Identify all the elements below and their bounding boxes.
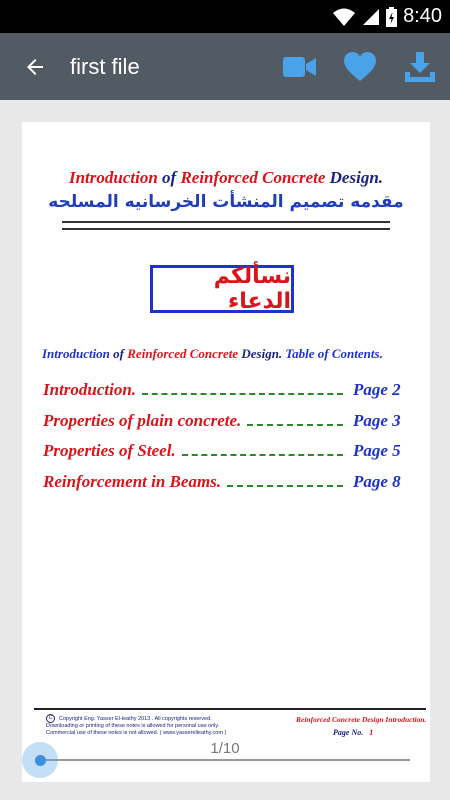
toc-entry: Reinforcement in Beams. — [43, 471, 222, 491]
toc-entry: Introduction. — [43, 380, 137, 400]
toc-row — [43, 375, 413, 406]
heart-icon — [344, 52, 376, 82]
title-part: Introduction — [68, 168, 158, 187]
video-camera-icon — [283, 55, 317, 79]
status-time: 8:40 — [403, 5, 442, 27]
status-icons — [332, 0, 442, 33]
page-seek-bar[interactable] — [40, 759, 410, 761]
toc-heading — [42, 346, 430, 362]
app-bar — [0, 33, 450, 100]
title-part: Reinforced Concrete — [180, 168, 326, 187]
title-part: of — [162, 168, 177, 187]
title-part: Design. — [329, 168, 384, 187]
toc-row — [43, 406, 413, 437]
arabic-title: مقدمه تصميم المنشأت الخرسانيه المسلحه — [48, 192, 404, 212]
toc-leader — [182, 454, 343, 456]
toc-page: Page 5 — [353, 441, 401, 461]
toc-page: Page 3 — [353, 410, 401, 430]
toc-entry: Properties of Steel. — [43, 441, 176, 461]
download-icon — [405, 52, 435, 82]
toc-heading-part: Reinforced Concrete — [127, 346, 239, 361]
toc-leader — [142, 393, 343, 395]
footer-page-number — [333, 728, 373, 737]
footer-line: Downloading or printing of these notes is allowed for personal use only. — [46, 723, 220, 729]
favorite-button[interactable] — [330, 33, 390, 100]
seek-thumb[interactable] — [22, 742, 58, 778]
signal-icon — [362, 8, 380, 26]
toc-heading-part: Table of Contents. — [285, 346, 383, 361]
footer-copyright — [46, 714, 276, 737]
page-indicator: 1/10 — [210, 740, 240, 757]
seek-thumb-dot — [35, 755, 46, 766]
toc-leader — [247, 424, 343, 426]
footer-line: Commercial use of these notes is not allowed. — [46, 730, 159, 736]
footer-divider — [34, 708, 426, 710]
page-no-value: 1 — [369, 728, 374, 737]
toc-heading-part: Introduction — [42, 346, 110, 361]
back-button[interactable] — [0, 33, 70, 100]
footer-website: ( www.yasserelleathy.com ) — [159, 730, 227, 736]
app-title: first file — [70, 53, 140, 79]
document-title — [22, 168, 430, 188]
wifi-icon — [332, 7, 356, 27]
back-arrow-icon — [23, 55, 47, 79]
toc-page: Page 8 — [353, 471, 401, 491]
toc-heading-part: Design. — [241, 346, 283, 361]
download-button[interactable] — [390, 33, 450, 100]
copyright-line: Copyright Eng. Yasser El-leathy 2013 . All copyrights reserved. — [59, 715, 212, 722]
toc-page: Page 2 — [353, 380, 401, 400]
status-bar — [0, 0, 450, 33]
battery-icon — [386, 7, 397, 27]
page-no-label: Page No. — [333, 728, 364, 737]
dua-box: نسألكم الدعاء — [150, 265, 294, 313]
table-of-contents — [43, 375, 413, 497]
pdf-viewer[interactable] — [0, 100, 450, 800]
footer-doc-title: Reinforced Concrete Design Introduction. — [296, 715, 427, 724]
video-button[interactable] — [270, 33, 330, 100]
toc-entry: Properties of plain concrete. — [43, 410, 242, 430]
toc-row — [43, 467, 413, 498]
document-page[interactable] — [22, 122, 430, 782]
divider — [62, 221, 390, 230]
toc-row — [43, 436, 413, 467]
copyright-icon: C — [46, 714, 55, 723]
toc-leader — [227, 485, 343, 487]
toc-heading-part: of — [113, 346, 125, 361]
